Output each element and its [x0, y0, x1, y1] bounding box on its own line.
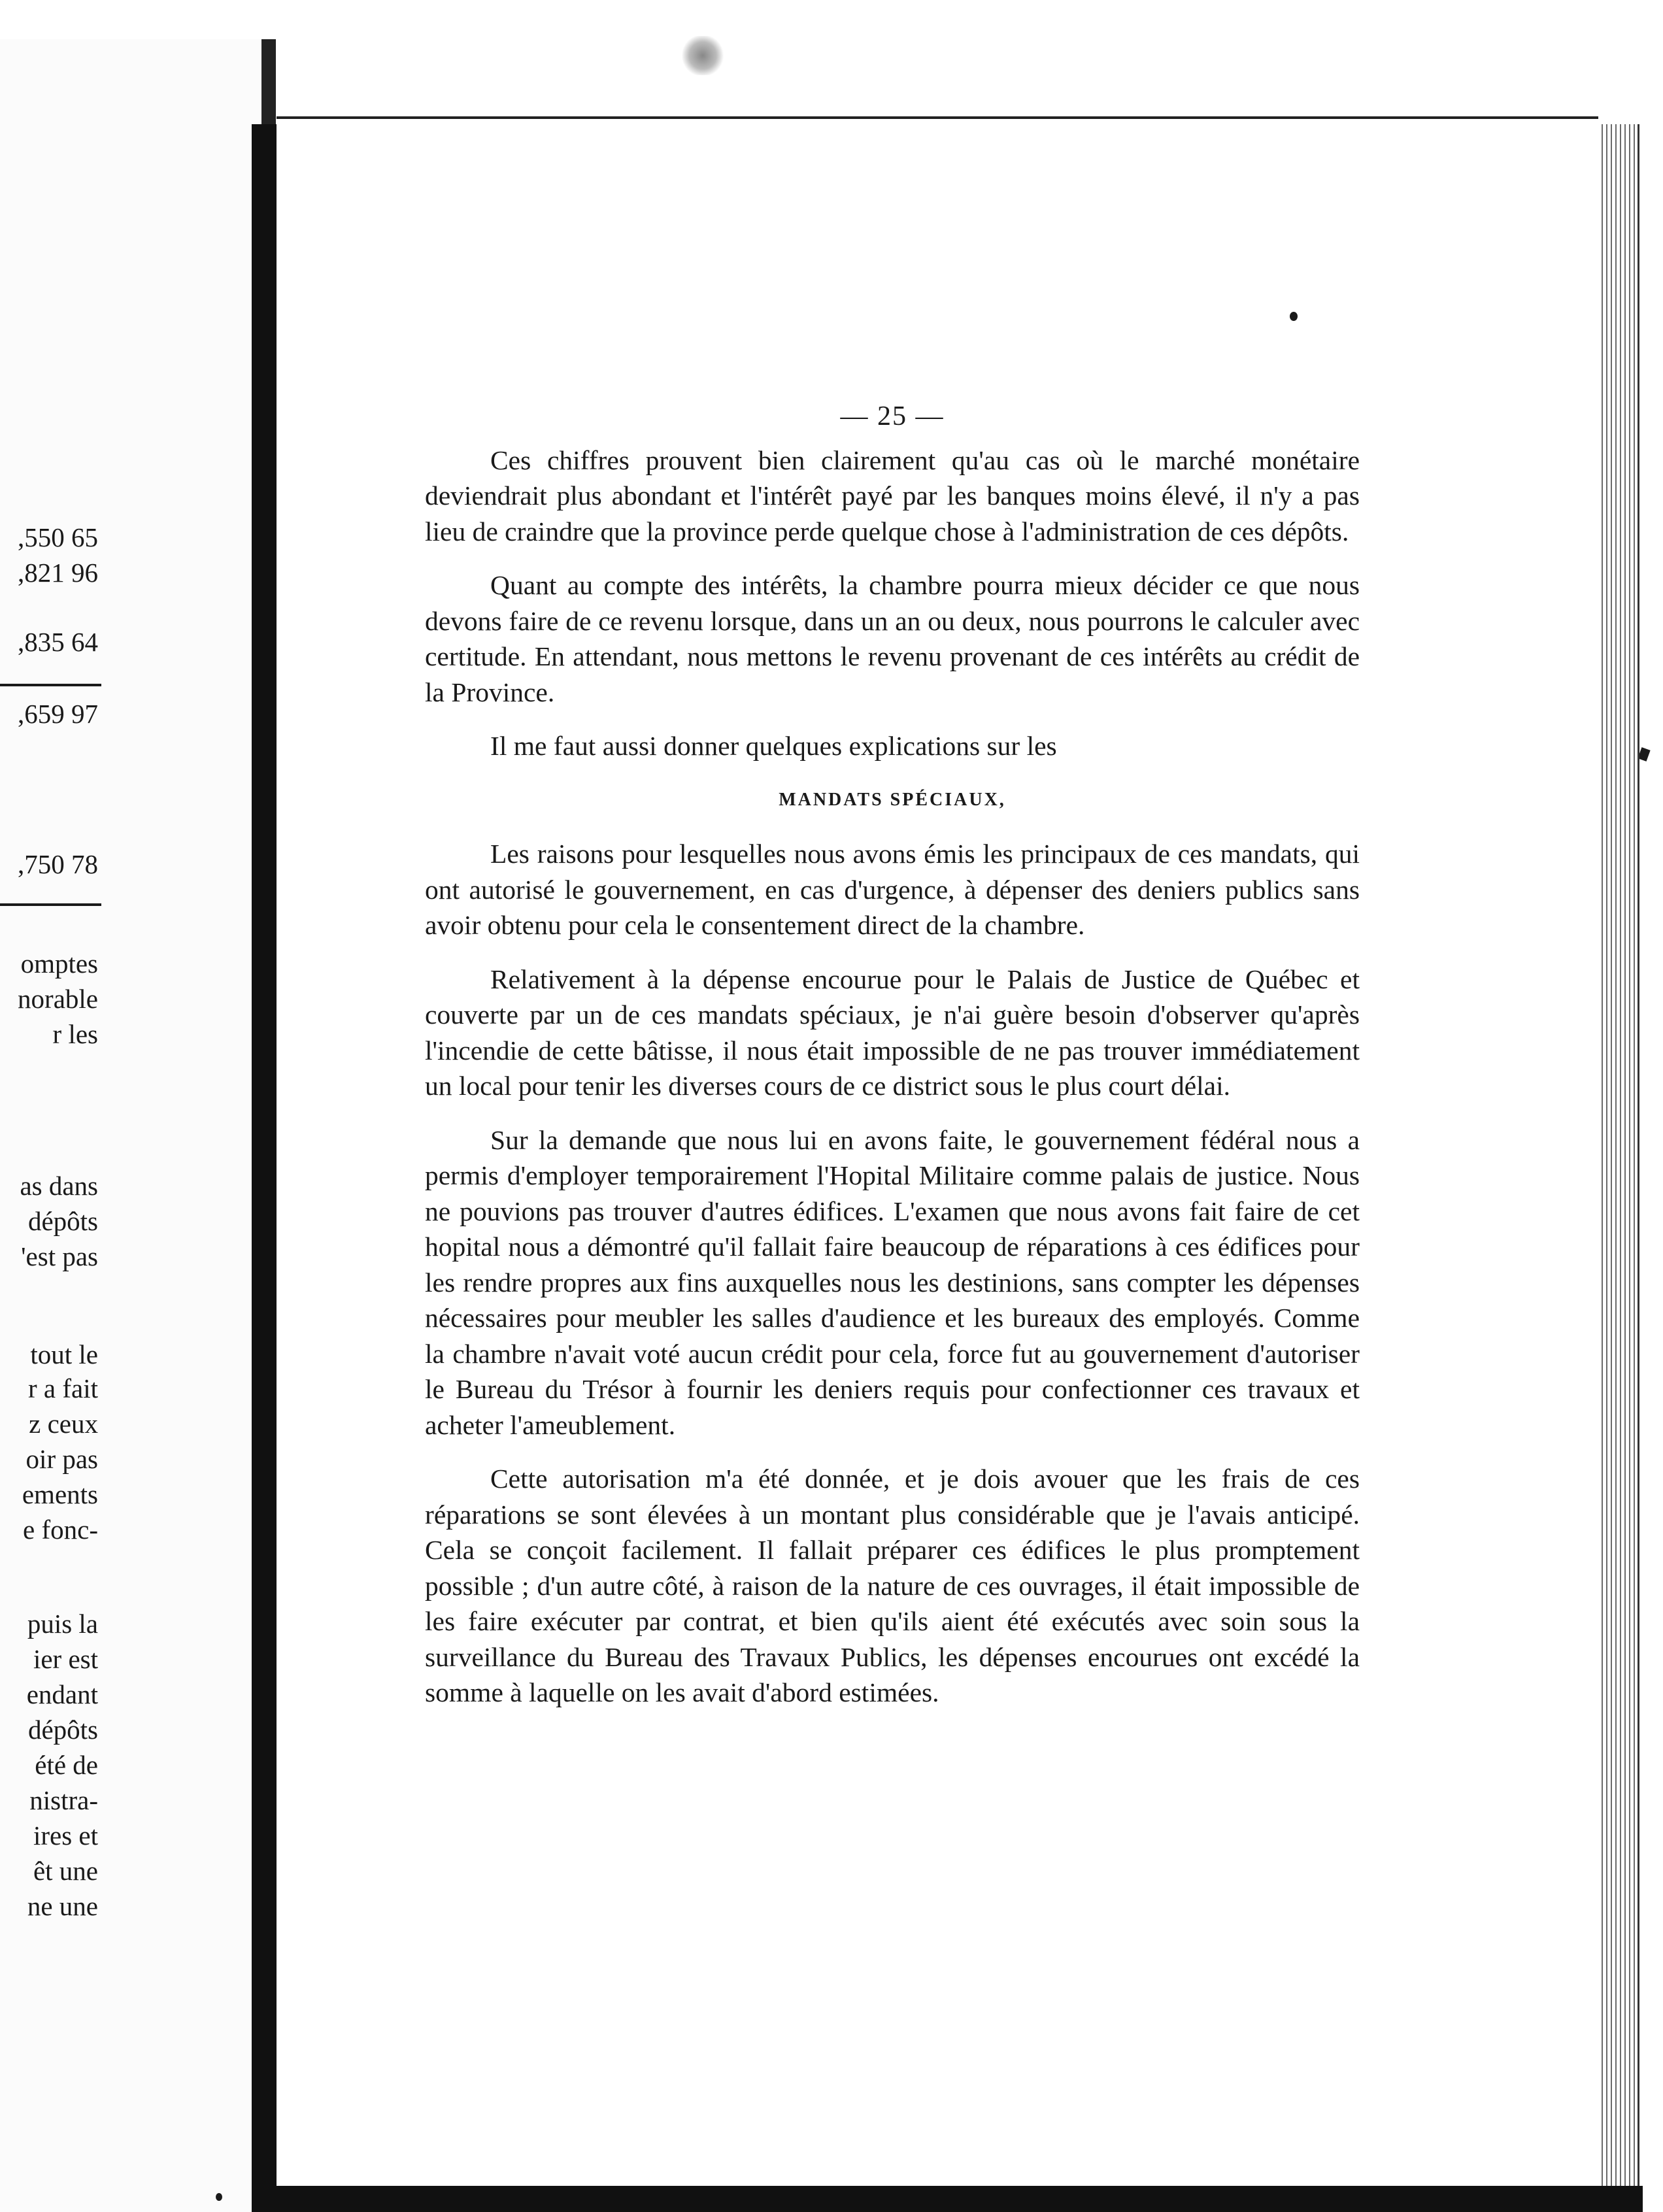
left-page-line: norable [18, 984, 98, 1014]
left-page-line: dépôts [27, 1206, 98, 1236]
left-page-line: ,750 78 [18, 849, 98, 879]
left-page-line: omptes [20, 948, 98, 979]
left-page-line: tout le [30, 1339, 98, 1369]
left-page-line: r les [52, 1019, 98, 1049]
left-page-line: r a fait [28, 1373, 98, 1403]
left-page-line: ires et [33, 1820, 98, 1851]
scan-blot [680, 36, 726, 75]
left-page-line: ier est [33, 1644, 98, 1674]
left-page-line: nistra- [29, 1785, 98, 1815]
paragraph: Quant au compte des intérêts, la chambre pourra mieux décider ce que nous devons faire de ce revenu lorsque, dans un an ou deux, nous pourrons le calculer avec certitude. En attendant, nous mettons le revenu provenant de ces intérêts au crédit de la Province. [425, 570, 1360, 707]
left-page-line: ,835 64 [18, 627, 98, 657]
paragraph: Les raisons pour lesquelles nous avons émis les principaux de ces mandats, qui ont autorisé le gouvernement, en cas d'urgence, à dépenser des deniers publics sans avoir obtenu pour cela le consentement direct de la chambre. [425, 839, 1360, 940]
paragraph: Sur la demande que nous lui en avons faite, le gouvernement fédéral nous a permis d'employer temporairement l'Hopital Militaire comme palais de justice. Nous ne pouvions pas trouver d'autres édifices. L'examen que nous avons fait faire de cet hopital nous a démontré qu'il fallait faire beaucoup de réparations à ces édifices pour les rendre propres aux fins auxquelles nous les destinions, sans compter les dépenses nécessaires pour meubler les salles d'audience et les bureaux des employés. Comme la chambre n'avait voté aucun crédit pour cela, force fut au gouvernement d'autoriser le Bureau du Trésor à fournir les deniers requis pour confectionner ces travaux et acheter l'ameublement. [425, 1124, 1360, 1440]
left-page-line: ne une [27, 1891, 98, 1921]
left-page-rule [0, 684, 101, 686]
paragraph: Ces chiffres prouvent bien clairement qu'au cas où le marché monétaire deviendrait plus abondant et l'intérêt payé par les banques moins élevé, il n'y a pas lieu de craindre que la province perde quelque chose à l'administration de ces dépôts. [425, 444, 1360, 546]
paragraph: Il me faut aussi donner quelques explications sur les [490, 731, 1057, 761]
book-spine [252, 124, 277, 2212]
left-page-line: êt une [33, 1856, 98, 1886]
left-page-line: as dans [20, 1171, 98, 1201]
paragraph: Relativement à la dépense encourue pour le Palais de Justice de Québec et couverte par un de ces mandats spéciaux, je n'ai guère besoin d'observer qu'après l'incendie de cette bâtisse, il nous était impossible de ne pas trouver immédiatement un local pour tenir les diverses cours de ce district sous le plus court délai. [425, 964, 1360, 1101]
page-edges [1598, 124, 1639, 2190]
left-page-line: z ceux [29, 1409, 98, 1439]
left-page-line: oir pas [25, 1444, 98, 1474]
left-page-line: e fonc- [23, 1515, 98, 1545]
left-page-line: ,821 96 [18, 558, 98, 588]
left-page-line: endant [26, 1679, 98, 1709]
page-text [425, 399, 1360, 1729]
left-facing-page [0, 39, 261, 2212]
scan-bottom-border [277, 2186, 1643, 2212]
section-heading: MANDATS SPÉCIAUX, [779, 789, 1006, 810]
left-page-line: ements [22, 1479, 98, 1509]
ink-speck [1290, 312, 1298, 321]
left-page-rule [0, 903, 101, 906]
ink-speck [1638, 747, 1650, 762]
left-page-line: puis la [27, 1609, 98, 1639]
left-page-line: 'est pas [21, 1241, 98, 1271]
ink-speck [216, 2193, 222, 2201]
page-number: — 25 — [840, 401, 945, 431]
paragraph: Cette autorisation m'a été donnée, et je dois avouer que les frais de ces réparations se sont élevées à un montant plus considérable que je l'avais anticipé. Cela se conçoit facilement. Il fallait préparer ces édifices le plus promptement possible ; d'un autre côté, à raison de la nature de ces ouvrages, il était impossible de les faire exécuter par contrat, et bien qu'ils aient été exécutés avec soin sous la surveillance du Bureau des Travaux Publics, les dépenses encourues ont excédé la somme à laquelle on les avait d'abord estimées. [425, 1464, 1360, 1707]
left-page-line: ,659 97 [18, 699, 98, 729]
spine-shadow [261, 39, 276, 131]
left-page-line: été de [35, 1750, 98, 1780]
left-page-line: dépôts [27, 1715, 98, 1745]
left-page-line: ,550 65 [18, 522, 98, 552]
